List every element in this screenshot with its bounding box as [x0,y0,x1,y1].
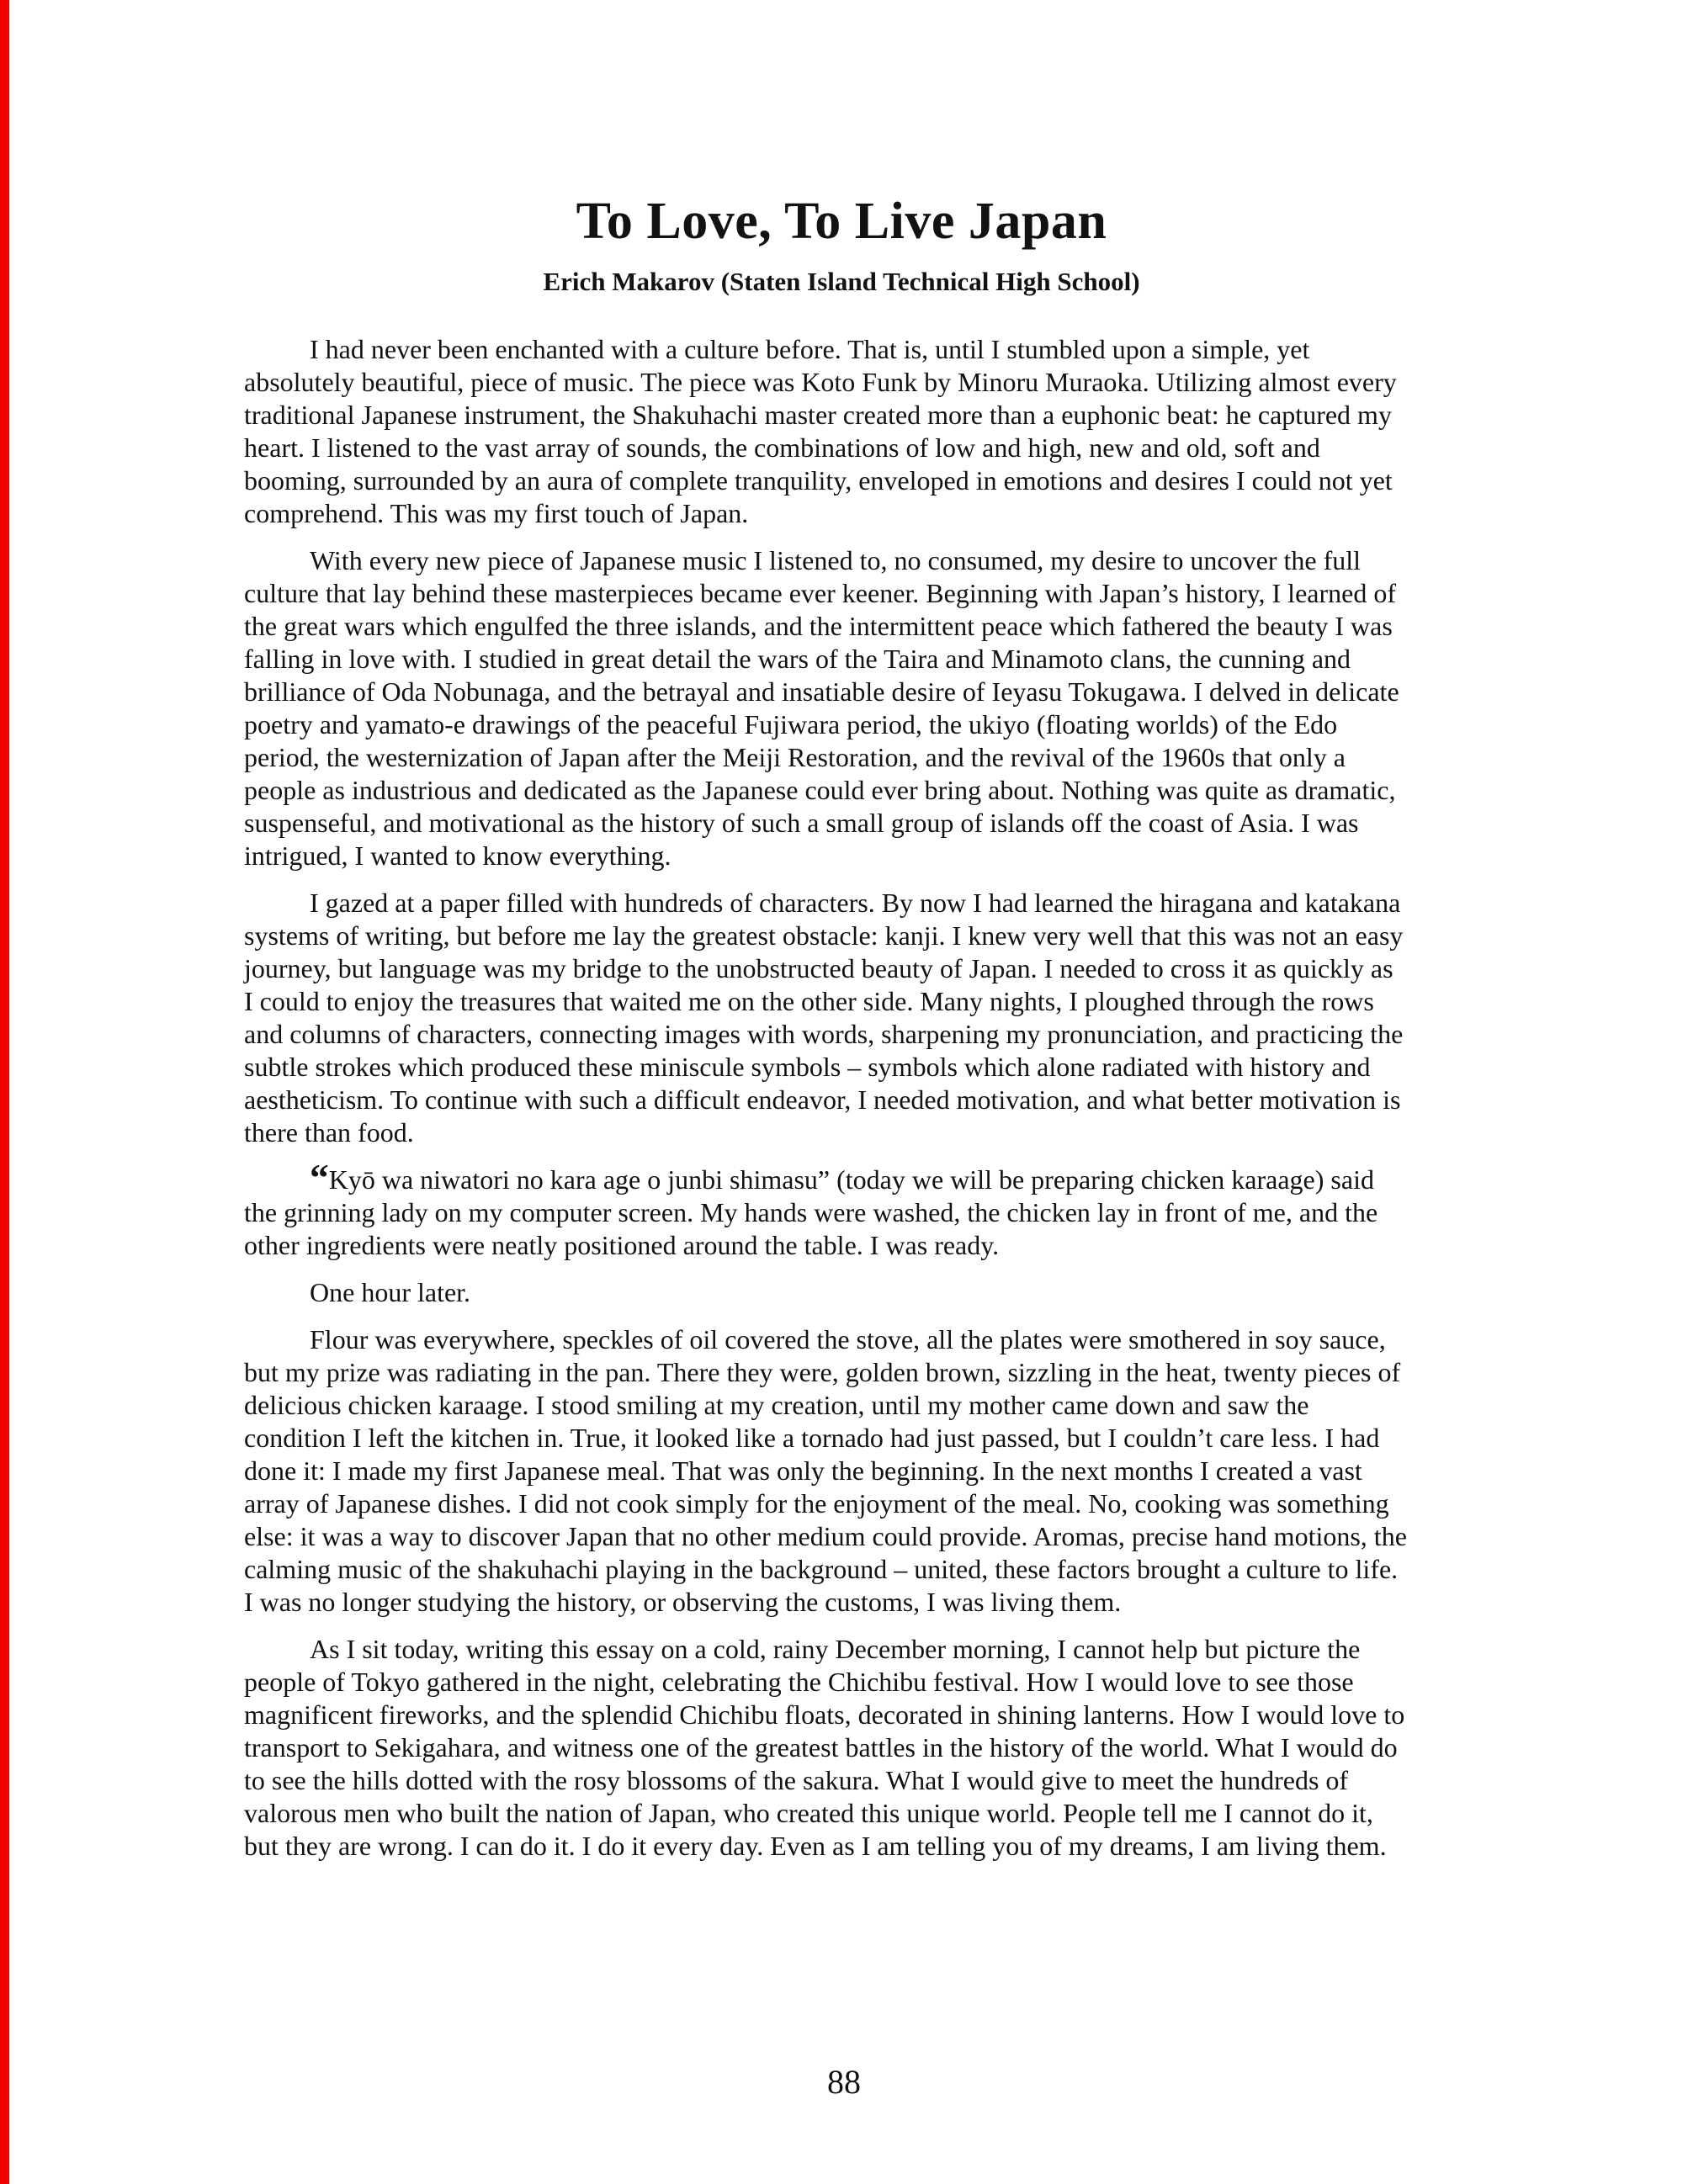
essay-header [244,192,1439,298]
essay-line: aestheticism. To continue with such a difficult endeavor, I needed motivation, and what better motivation is [244,1084,1401,1115]
essay-line: I could to enjoy the treasures that waited me on the other side. Many nights, I ploughed through the rows [244,986,1374,1016]
essay-line: done it: I made my first Japanese meal. That was only the beginning. In the next months I created a vast [244,1455,1362,1486]
essay-line: suspenseful, and motivational as the history of such a small group of islands off the coast of Asia. I was [244,808,1359,838]
essay-paragraph [244,1633,1439,1863]
essay-paragraph [244,1276,1439,1309]
essay-line: magnificent fireworks, and the splendid Chichibu floats, decorated in shining lanterns. How I would love to [244,1699,1405,1730]
author-line: Erich Makarov (Staten Island Technical High School) [543,267,1140,296]
essay-line: I was no longer studying the history, or observing the customs, I was living them. [244,1587,1122,1617]
essay-line: people as industrious and dedicated as the Japanese could ever bring about. Nothing was quite as dramatic, [244,775,1396,805]
essay-line: systems of writing, but before me lay the greatest obstacle: kanji. I knew very well that this was not an easy [244,920,1404,951]
essay-line: falling in love with. I studied in great detail the wars of the Taira and Minamoto clans, the cunning and [244,644,1351,674]
essay-line: calming music of the shakuhachi playing in the background – united, these factors brought a culture to life. [244,1554,1399,1584]
essay-body [244,333,1439,1877]
essay-line: “Kyō wa niwatori no kara age o junbi shimasu” (today we will be preparing chicken karaage) said [310,1156,1374,1199]
essay-line: and columns of characters, connecting images with words, sharpening my pronunciation, and practicing the [244,1019,1404,1049]
essay-line: but my prize was radiating in the pan. There they were, golden brown, sizzling in the heat, twenty pieces of [244,1357,1401,1387]
essay-line: journey, but language was my bridge to the unobstructed beauty of Japan. I needed to cross it as quickly as [244,953,1393,983]
essay-line: array of Japanese dishes. I did not cook simply for the enjoyment of the meal. No, cooking was something [244,1488,1389,1519]
essay-line: absolutely beautiful, piece of music. The piece was Koto Funk by Minoru Muraoka. Utilizing almost every [244,367,1397,397]
essay-line: to see the hills dotted with the rosy blossoms of the sakura. What I would give to meet the hundreds of [244,1765,1349,1795]
essay-line: booming, surrounded by an aura of complete tranquility, enveloped in emotions and desires I could not yet [244,465,1393,496]
essay-line: subtle strokes which produced these miniscule symbols – symbols which alone radiated with history and [244,1052,1371,1082]
essay-line: With every new piece of Japanese music I listened to, no consumed, my desire to uncover the full [310,545,1361,575]
essay-paragraph [244,887,1439,1149]
essay-line: intrigued, I wanted to know everything. [244,840,671,871]
essay-line: traditional Japanese instrument, the Shakuhachi master created more than a euphonic beat: he captured my [244,400,1392,430]
essay-line: Flour was everywhere, speckles of oil covered the stove, all the plates were smothered in soy sauce, [310,1324,1386,1354]
page-number: 88 [827,2063,861,2101]
essay-paragraph [244,544,1439,872]
essay-line: culture that lay behind these masterpieces became ever keener. Beginning with Japan’s history, I learned of [244,578,1396,608]
essay-line: delicious chicken karaage. I stood smiling at my creation, until my mother came down and saw the [244,1390,1309,1420]
essay-line: but they are wrong. I can do it. I do it every day. Even as I am telling you of my dreams, I am living them. [244,1831,1387,1861]
essay-line: transport to Sekigahara, and witness one of the greatest battles in the history of the world. What I would do [244,1732,1398,1763]
essay-line: other ingredients were neatly positioned around the table. I was ready. [244,1230,1000,1260]
essay-line: condition I left the kitchen in. True, it looked like a tornado had just passed, but I couldn’t care less. I had [244,1423,1380,1453]
large-open-quote: “ [310,1156,329,1199]
essay-line: there than food. [244,1117,414,1148]
essay-line: valorous men who built the nation of Japan, who created this unique world. People tell me I cannot do it, [244,1798,1373,1828]
essay-line: brilliance of Oda Nobunaga, and the betrayal and insatiable desire of Ieyasu Tokugawa. I delved in delicate [244,676,1399,707]
essay-paragraph [244,1156,1439,1262]
essay-line: As I sit today, writing this essay on a cold, rainy December morning, I cannot help but picture the [310,1634,1361,1664]
essay-line: poetry and yamato-e drawings of the peaceful Fujiwara period, the ukiyo (floating worlds) of the Edo [244,709,1338,739]
red-edge-stripe [0,0,9,2184]
essay-line: One hour later. [310,1277,471,1307]
essay-line: period, the westernization of Japan after the Meiji Restoration, and the revival of the 1960s that only a [244,742,1346,772]
essay-line: the grinning lady on my computer screen. My hands were washed, the chicken lay in front of me, and the [244,1197,1378,1227]
essay-line: I gazed at a paper filled with hundreds of characters. By now I had learned the hiragana and katakana [310,888,1401,918]
essay-line: else: it was a way to discover Japan that no other medium could provide. Aromas, precise hand motions, the [244,1521,1407,1551]
essay-paragraph [244,333,1439,530]
essay-line: the great wars which engulfed the three islands, and the intermittent peace which fathered the beauty I was [244,611,1393,641]
essay-line: heart. I listened to the vast array of sounds, the combinations of low and high, new and old, soft and [244,432,1320,463]
essay-line: people of Tokyo gathered in the night, celebrating the Chichibu festival. How I would love to see those [244,1667,1354,1697]
essay-paragraph [244,1323,1439,1619]
page-title: To Love, To Live Japan [576,193,1107,250]
essay-line: I had never been enchanted with a culture before. That is, until I stumbled upon a simple, yet [310,334,1310,364]
essay-line: comprehend. This was my first touch of Japan. [244,498,749,528]
